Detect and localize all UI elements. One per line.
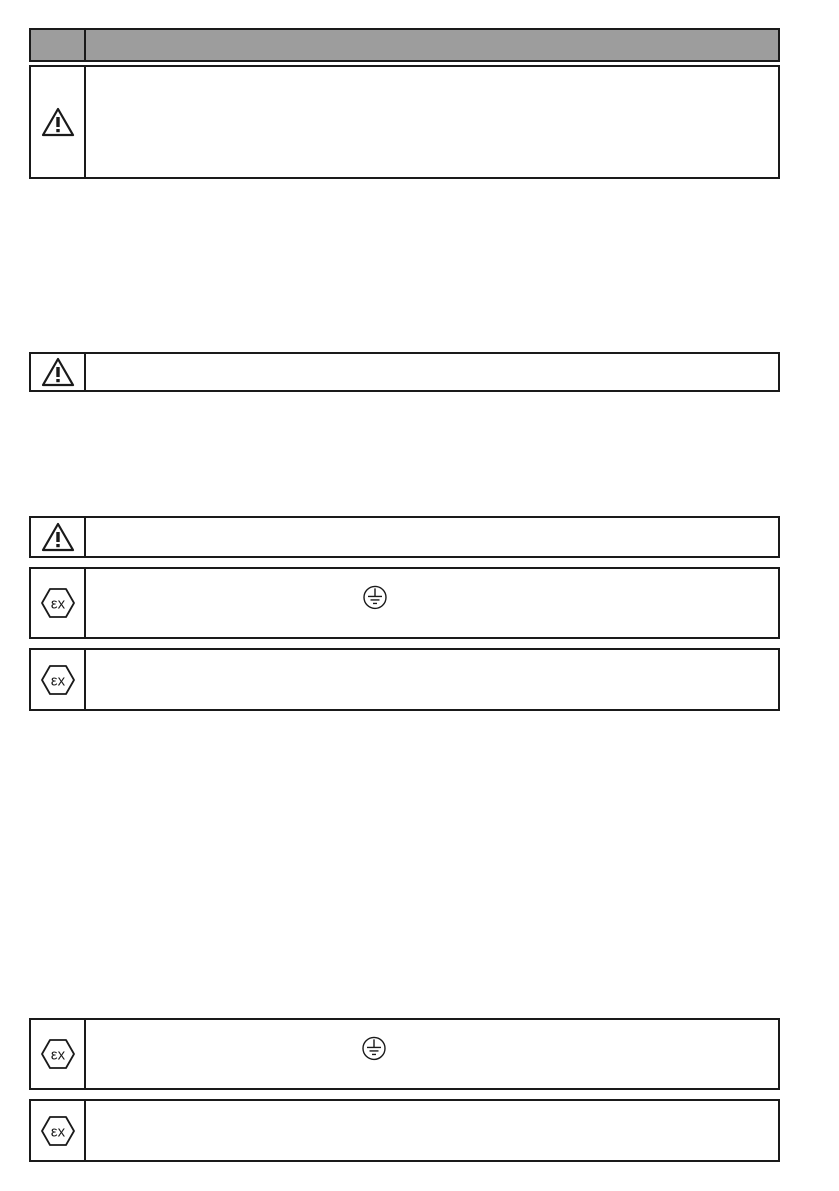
ex-explosion-protection-icon [40, 587, 76, 619]
ex-text-cell [86, 569, 778, 637]
warning-text-cell [86, 67, 778, 177]
warning-text-cell [86, 354, 778, 390]
header-text-cell [86, 30, 778, 60]
ex-icon-cell [31, 1101, 86, 1160]
ex-text-cell [86, 650, 778, 709]
warning-notice-box [29, 65, 780, 179]
warning-icon-cell [31, 67, 86, 177]
ex-notice-box [29, 1099, 780, 1162]
ex-notice-box [29, 648, 780, 711]
warning-icon-cell [31, 518, 86, 556]
ex-icon-cell [31, 569, 86, 637]
svg-text:εx: εx [50, 1046, 65, 1064]
ex-text-cell [86, 1101, 778, 1160]
ex-explosion-protection-icon [40, 1038, 76, 1070]
ex-explosion-protection-icon [40, 664, 76, 696]
protective-earth-ground-icon [362, 584, 388, 615]
warning-notice-box [29, 516, 780, 558]
warning-triangle-icon [41, 522, 75, 552]
svg-text:εx: εx [50, 1123, 65, 1140]
ex-icon-cell [31, 650, 86, 709]
protective-earth-ground-icon [361, 1035, 387, 1066]
ex-explosion-protection-icon [40, 1115, 76, 1147]
header-icon-cell [31, 30, 86, 60]
ex-notice-box [29, 1018, 780, 1090]
svg-text:εx: εx [50, 672, 65, 689]
ex-notice-box [29, 567, 780, 639]
warning-notice-box [29, 352, 780, 392]
table-header-bar [29, 28, 780, 62]
svg-text:εx: εx [50, 595, 65, 613]
warning-text-cell [86, 518, 778, 556]
ex-icon-cell [31, 1020, 86, 1088]
warning-triangle-icon [41, 357, 75, 387]
ex-text-cell [86, 1020, 778, 1088]
warning-icon-cell [31, 354, 86, 390]
warning-triangle-icon [41, 107, 75, 137]
